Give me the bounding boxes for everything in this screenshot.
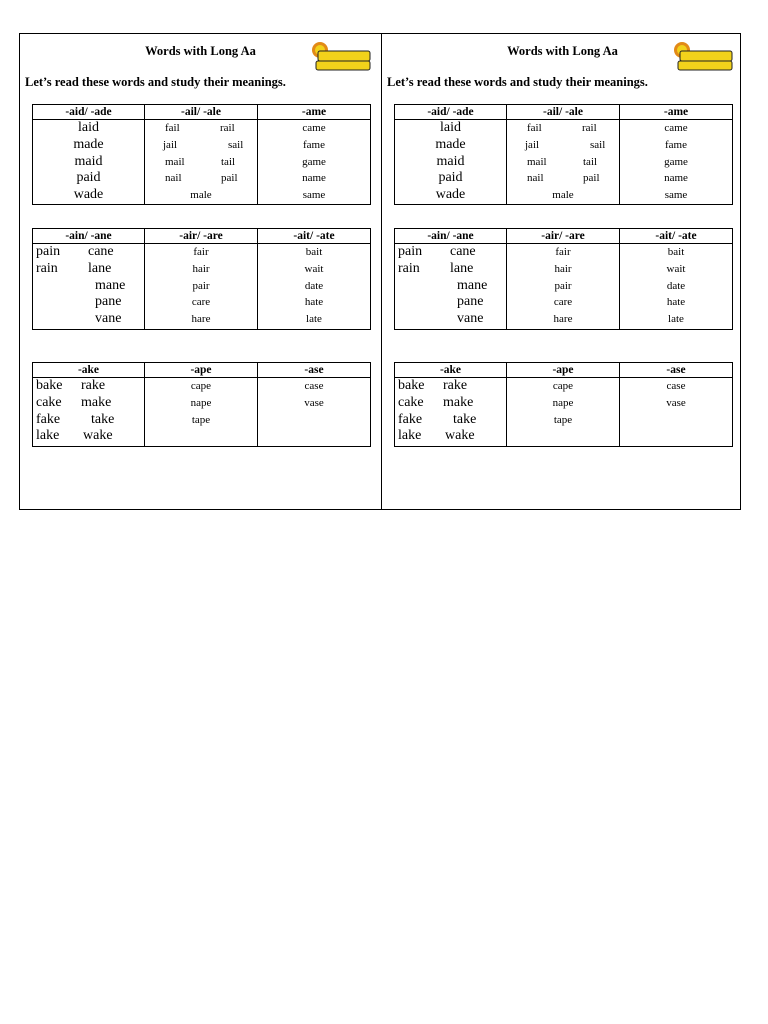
word: fake [398, 411, 423, 427]
word: laid [78, 120, 99, 135]
word: wake [445, 428, 475, 444]
word-pair-row [395, 428, 506, 445]
word: maid [436, 153, 465, 169]
word: came [302, 122, 326, 134]
word: nape [190, 396, 212, 409]
word-family-table-ake-ape-ase [394, 362, 733, 447]
word-pair-row [395, 244, 506, 261]
word: lake [36, 428, 60, 444]
word-pair-row [507, 154, 619, 171]
word-column [145, 120, 258, 205]
word-pair-row [395, 311, 506, 328]
column-header: -ail/ -ale [145, 105, 258, 120]
word: name [664, 172, 688, 185]
worksheet-page [19, 33, 741, 510]
word: pain [398, 244, 423, 259]
word: make [443, 394, 474, 410]
word-column [258, 378, 371, 447]
word: nail [527, 172, 544, 185]
word: date [666, 279, 686, 292]
word: vase [304, 396, 324, 409]
word: paid [76, 170, 101, 186]
column-header: -ain/ -ane [395, 229, 507, 244]
word: make [81, 394, 112, 410]
word: tail [583, 155, 598, 168]
word: sail [590, 138, 606, 151]
word: fail [527, 122, 542, 134]
word-pair-row [33, 294, 144, 311]
column-header: -ake [395, 363, 507, 378]
word: name [302, 172, 326, 185]
word-pair-row [33, 412, 144, 429]
word-pair-row [395, 278, 506, 295]
word: hare [553, 313, 573, 326]
worksheet-instructions: Let’s read these words and study their meanings. [25, 75, 286, 89]
word: same [664, 189, 688, 202]
word-family-table-ake-ape-ase [32, 362, 371, 447]
word-column [507, 120, 620, 205]
column-header: -ake [33, 363, 145, 378]
word-pair-row [145, 170, 257, 187]
word-column [145, 378, 258, 447]
word: made [73, 136, 104, 152]
word: mane [457, 277, 488, 293]
word: jail [163, 138, 178, 151]
word-column [507, 378, 620, 447]
word: bait [667, 246, 685, 258]
worksheet-title: Words with Long Aa [507, 44, 618, 58]
word: case [304, 380, 324, 392]
word-family-table-ain-air-ait [32, 228, 371, 330]
word: male [190, 189, 212, 202]
word: pane [457, 294, 484, 310]
word-column [395, 120, 507, 205]
word: cane [88, 244, 114, 259]
word: mail [527, 155, 547, 168]
word-column [620, 378, 733, 447]
column-header: -aid/ -ade [395, 105, 507, 120]
word-column [620, 244, 733, 330]
word-pair-row [395, 412, 506, 429]
word: nail [165, 172, 182, 185]
word-column [258, 244, 371, 330]
logo-graphic [310, 39, 372, 73]
word: rail [582, 122, 597, 134]
word-pair-row [33, 395, 144, 412]
word-pair-row [395, 395, 506, 412]
word: hair [192, 262, 210, 275]
word-column [33, 378, 145, 447]
column-header: -ain/ -ane [33, 229, 145, 244]
column-header: -ame [258, 105, 371, 120]
column-header: -ait/ -ate [258, 229, 371, 244]
word-pair-row [33, 244, 144, 261]
word: made [435, 136, 466, 152]
word: maid [74, 153, 103, 169]
column-header: -ase [258, 363, 371, 378]
word: fail [165, 122, 180, 134]
word: mane [95, 277, 126, 293]
word: came [664, 122, 688, 134]
word: rain [398, 260, 420, 276]
word: case [666, 380, 686, 392]
word: hair [554, 262, 572, 275]
worksheet-instructions: Let’s read these words and study their meanings. [387, 75, 648, 89]
word-column [33, 120, 145, 205]
word: pair [192, 279, 210, 292]
word: vase [666, 396, 686, 409]
column-header: -air/ -are [507, 229, 620, 244]
word: wade [435, 187, 466, 203]
word: late [306, 313, 322, 326]
word: nape [552, 396, 574, 409]
word-pair-row [145, 120, 257, 137]
word: tape [191, 413, 211, 426]
word-pair-row [33, 311, 144, 328]
word: wade [73, 187, 104, 203]
word: bake [36, 378, 63, 393]
word: wait [304, 262, 324, 275]
word-column [395, 244, 507, 330]
word: pair [554, 279, 572, 292]
word: hare [191, 313, 211, 326]
word-column [620, 120, 733, 205]
word: cane [450, 244, 476, 259]
word-pair-row [33, 261, 144, 278]
word: pail [221, 172, 238, 185]
word: take [453, 411, 477, 427]
word: fame [665, 138, 687, 151]
word: rain [36, 260, 58, 276]
word: cake [398, 394, 424, 410]
column-header: -ape [145, 363, 258, 378]
word-pair-row [395, 294, 506, 311]
word: same [302, 189, 326, 202]
word: jail [525, 138, 540, 151]
word-pair-row [395, 378, 506, 395]
column-header: -ame [620, 105, 733, 120]
logo-graphic [672, 39, 734, 73]
word: tape [553, 413, 573, 426]
word: hate [666, 296, 686, 309]
column-header: -air/ -are [145, 229, 258, 244]
word: game [302, 155, 326, 168]
word-pair-row [507, 170, 619, 187]
word: fair [555, 246, 571, 258]
word: vane [457, 311, 484, 327]
word-family-table-aid-ail-ame [394, 104, 733, 205]
word-pair-row [33, 278, 144, 295]
worksheet-panel [20, 34, 381, 509]
word-pair-row [33, 428, 144, 445]
word: date [304, 279, 324, 292]
word-pair-row [395, 261, 506, 278]
word: lane [450, 260, 474, 276]
word: care [191, 296, 211, 309]
word: paid [438, 170, 463, 186]
word: cape [190, 380, 212, 392]
word: game [664, 155, 688, 168]
worksheet-title: Words with Long Aa [145, 44, 256, 58]
column-header: -ait/ -ate [620, 229, 733, 244]
word: vane [95, 311, 122, 327]
word: bait [305, 246, 323, 258]
word-family-table-aid-ail-ame [32, 104, 371, 205]
word-pair-row [507, 137, 619, 154]
word: laid [440, 120, 461, 135]
word: cape [552, 380, 574, 392]
word: cake [36, 394, 62, 410]
column-header: -aid/ -ade [33, 105, 145, 120]
word: pane [95, 294, 122, 310]
worksheet-panel [382, 34, 743, 509]
word: fame [303, 138, 325, 151]
column-header: -ase [620, 363, 733, 378]
word: tail [221, 155, 236, 168]
word: pail [583, 172, 600, 185]
word: male [552, 189, 574, 202]
word: rail [220, 122, 235, 134]
word: hate [304, 296, 324, 309]
students-haven-logo [310, 39, 372, 73]
word: care [553, 296, 573, 309]
word: take [91, 411, 115, 427]
students-haven-logo [672, 39, 734, 73]
word: rake [443, 378, 468, 393]
word-column [258, 120, 371, 205]
word: wait [666, 262, 686, 275]
column-header: -ail/ -ale [507, 105, 620, 120]
word: bake [398, 378, 425, 393]
word: mail [165, 155, 185, 168]
word: late [668, 313, 684, 326]
word-column [395, 378, 507, 447]
word-column [33, 244, 145, 330]
word-column [507, 244, 620, 330]
word-pair-row [145, 137, 257, 154]
word: fair [193, 246, 209, 258]
word: lake [398, 428, 422, 444]
word-pair-row [507, 120, 619, 137]
word-pair-row [33, 378, 144, 395]
word-column [145, 244, 258, 330]
word-family-table-ain-air-ait [394, 228, 733, 330]
word: sail [228, 138, 244, 151]
word-pair-row [145, 154, 257, 171]
word: pain [36, 244, 61, 259]
word: lane [88, 260, 112, 276]
word: wake [83, 428, 113, 444]
word: fake [36, 411, 61, 427]
word: rake [81, 378, 106, 393]
column-header: -ape [507, 363, 620, 378]
